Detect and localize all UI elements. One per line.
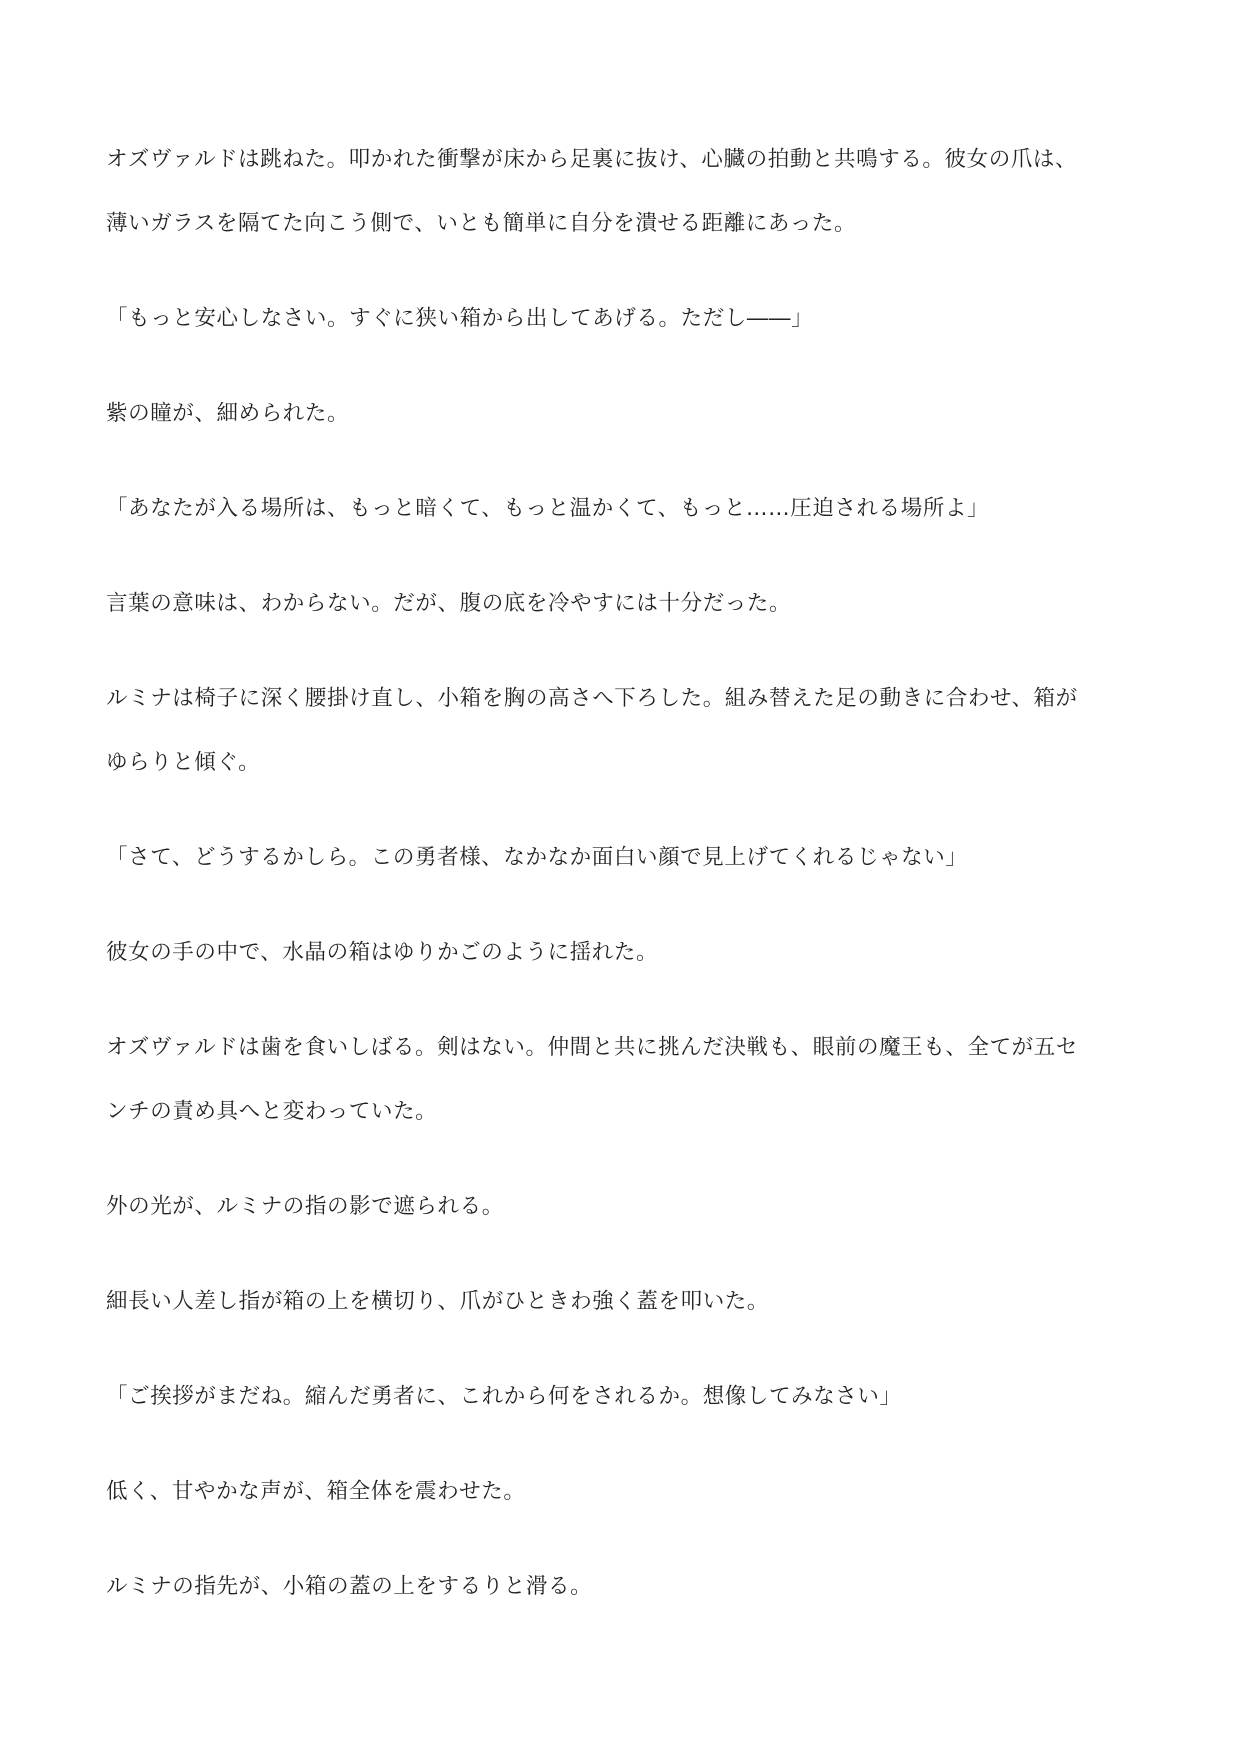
text-line: ンチの責め具へと変わっていた。 bbox=[106, 1099, 438, 1124]
text-line: オズヴァルドは跳ねた。叩かれた衝撃が床から足裏に抜け、心臓の拍動と共鳴する。彼女の爪は、 bbox=[106, 147, 1078, 172]
text-line: 言葉の意味は、わからない。だが、腹の底を冷やすには十分だった。 bbox=[106, 591, 792, 616]
text-line: 外の光が、ルミナの指の影で遮られる。 bbox=[106, 1194, 504, 1219]
text-line: 「もっと安心しなさい。すぐに狭い箱から出してあげる。ただし――」 bbox=[106, 306, 814, 331]
text-line: ゆらりと傾ぐ。 bbox=[106, 750, 261, 775]
paragraph-gap bbox=[106, 1429, 1146, 1460]
paragraph bbox=[106, 128, 1146, 256]
text-line: オズヴァルドは歯を食いしばる。剣はない。仲間と共に挑んだ決戦も、眼前の魔王も、全てが五セ bbox=[106, 1035, 1078, 1060]
text-line: ルミナは椅子に深く腰掛け直し、小箱を胸の高さへ下ろした。組み替えた足の動きに合わせ、箱が bbox=[106, 686, 1078, 711]
paragraph-gap bbox=[106, 541, 1146, 572]
paragraph-gap bbox=[106, 636, 1146, 667]
paragraph bbox=[106, 1460, 1146, 1524]
paragraph-gap bbox=[106, 985, 1146, 1016]
text-line: ルミナの指先が、小箱の蓋の上をするりと滑る。 bbox=[106, 1574, 593, 1599]
paragraph bbox=[106, 1365, 1146, 1429]
paragraph bbox=[106, 572, 1146, 636]
text-line: 低く、甘やかな声が、箱全体を震わせた。 bbox=[106, 1479, 526, 1504]
text-line: 「ご挨拶がまだね。縮んだ勇者に、これから何をされるか。想像してみなさい」 bbox=[106, 1384, 902, 1409]
paragraph bbox=[106, 1175, 1146, 1239]
text-body bbox=[106, 128, 1146, 1619]
paragraph-gap bbox=[106, 795, 1146, 826]
paragraph-gap bbox=[106, 1239, 1146, 1270]
text-line: 「さて、どうするかしら。この勇者様、なかなか面白い顔で見上げてくれるじゃない」 bbox=[106, 845, 968, 870]
paragraph-gap bbox=[106, 446, 1146, 477]
paragraph bbox=[106, 1270, 1146, 1334]
paragraph-gap bbox=[106, 256, 1146, 287]
paragraph bbox=[106, 921, 1146, 985]
paragraph bbox=[106, 287, 1146, 351]
paragraph-gap bbox=[106, 1334, 1146, 1365]
text-line: 紫の瞳が、細められた。 bbox=[106, 401, 350, 426]
text-line: 細長い人差し指が箱の上を横切り、爪がひときわ強く蓋を叩いた。 bbox=[106, 1289, 770, 1314]
text-line: 「あなたが入る場所は、もっと暗くて、もっと温かくて、もっと……圧迫される場所よ」 bbox=[106, 496, 990, 521]
paragraph bbox=[106, 1016, 1146, 1144]
paragraph-gap bbox=[106, 1524, 1146, 1555]
paragraph-gap bbox=[106, 1144, 1146, 1175]
paragraph bbox=[106, 382, 1146, 446]
text-line: 薄いガラスを隔てた向こう側で、いとも簡単に自分を潰せる距離にあった。 bbox=[106, 211, 857, 236]
text-line: 彼女の手の中で、水晶の箱はゆりかごのように揺れた。 bbox=[106, 940, 659, 965]
paragraph bbox=[106, 826, 1146, 890]
paragraph-gap bbox=[106, 890, 1146, 921]
paragraph bbox=[106, 1555, 1146, 1619]
paragraph-gap bbox=[106, 351, 1146, 382]
paragraph bbox=[106, 477, 1146, 541]
paragraph bbox=[106, 667, 1146, 795]
